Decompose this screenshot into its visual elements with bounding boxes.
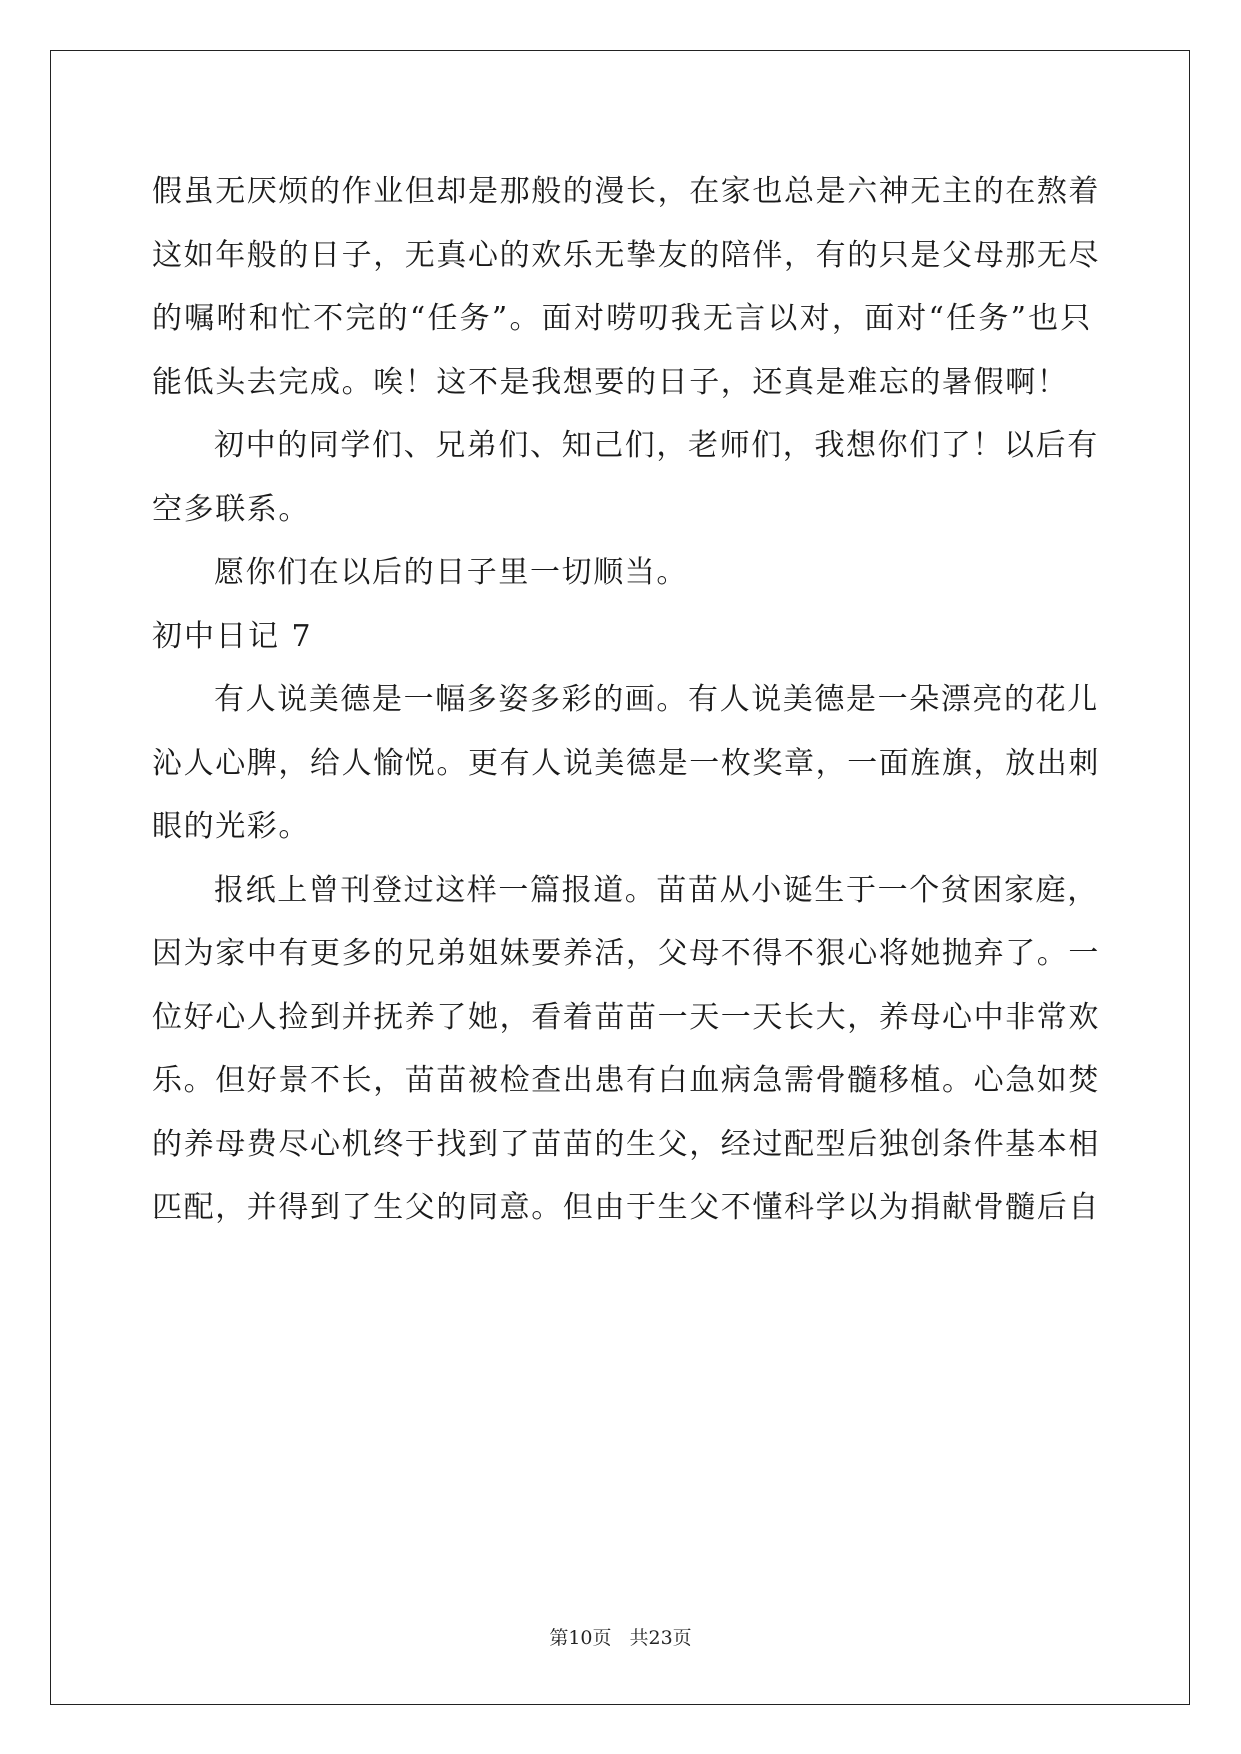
paragraph-line: 这如年般的日子，无真心的欢乐无挚友的陪伴，有的只是父母那无尽 (152, 237, 1100, 273)
paragraph-line: 眼的光彩。 (152, 809, 310, 844)
paragraph-line: 假虽无厌烦的作业但却是那般的漫长，在家也总是六神无主的在熬着 (152, 174, 1100, 209)
paragraph-line: 初中的同学们、兄弟们、知己们，老师们，我想你们了！以后有 (214, 428, 1099, 463)
section-heading: 初中日记 7 (152, 618, 313, 654)
paragraph-line: 报纸上曾刊登过这样一篇报道。苗苗从小诞生于一个贫困家庭， (214, 872, 1099, 908)
paragraph-line: 匹配，并得到了生父的同意。但由于生父不懂科学以为捐献骨髓后自 (152, 1190, 1100, 1225)
paragraph-line: 的养母费尽心机终于找到了苗苗的生父，经过配型后独创条件基本相 (152, 1126, 1100, 1162)
paragraph-line: 乐。但好景不长，苗苗被检查出患有白血病急需骨髓移植。心急如焚 (152, 1063, 1100, 1098)
page-total: 共23页 (629, 1627, 692, 1649)
paragraph-line: 因为家中有更多的兄弟姐妹要养活，父母不得不狠心将她抛弃了。一 (152, 936, 1100, 971)
paragraph-line: 沁人心脾，给人愉悦。更有人说美德是一枚奖章，一面旌旗，放出刺 (152, 745, 1100, 781)
document-body (152, 160, 1100, 1240)
paragraph-line: 的嘱咐和忙不完的“任务”。面对唠叨我无言以对，面对“任务”也只 (152, 301, 1092, 336)
paragraph-line: 有人说美德是一幅多姿多彩的画。有人说美德是一朵漂亮的花儿 (214, 682, 1099, 717)
paragraph-line: 愿你们在以后的日子里一切顺当。 (214, 555, 688, 590)
paragraph-line: 位好心人捡到并抚养了她，看着苗苗一天一天长大，养母心中非常欢 (152, 999, 1100, 1035)
paragraph-line: 空多联系。 (152, 491, 310, 527)
paragraph-line: 能低头去完成。唉！这不是我想要的日子，还真是难忘的暑假啊！ (152, 364, 1069, 400)
page-footer (0, 1623, 1241, 1650)
page-number: 第10页 (549, 1627, 612, 1649)
